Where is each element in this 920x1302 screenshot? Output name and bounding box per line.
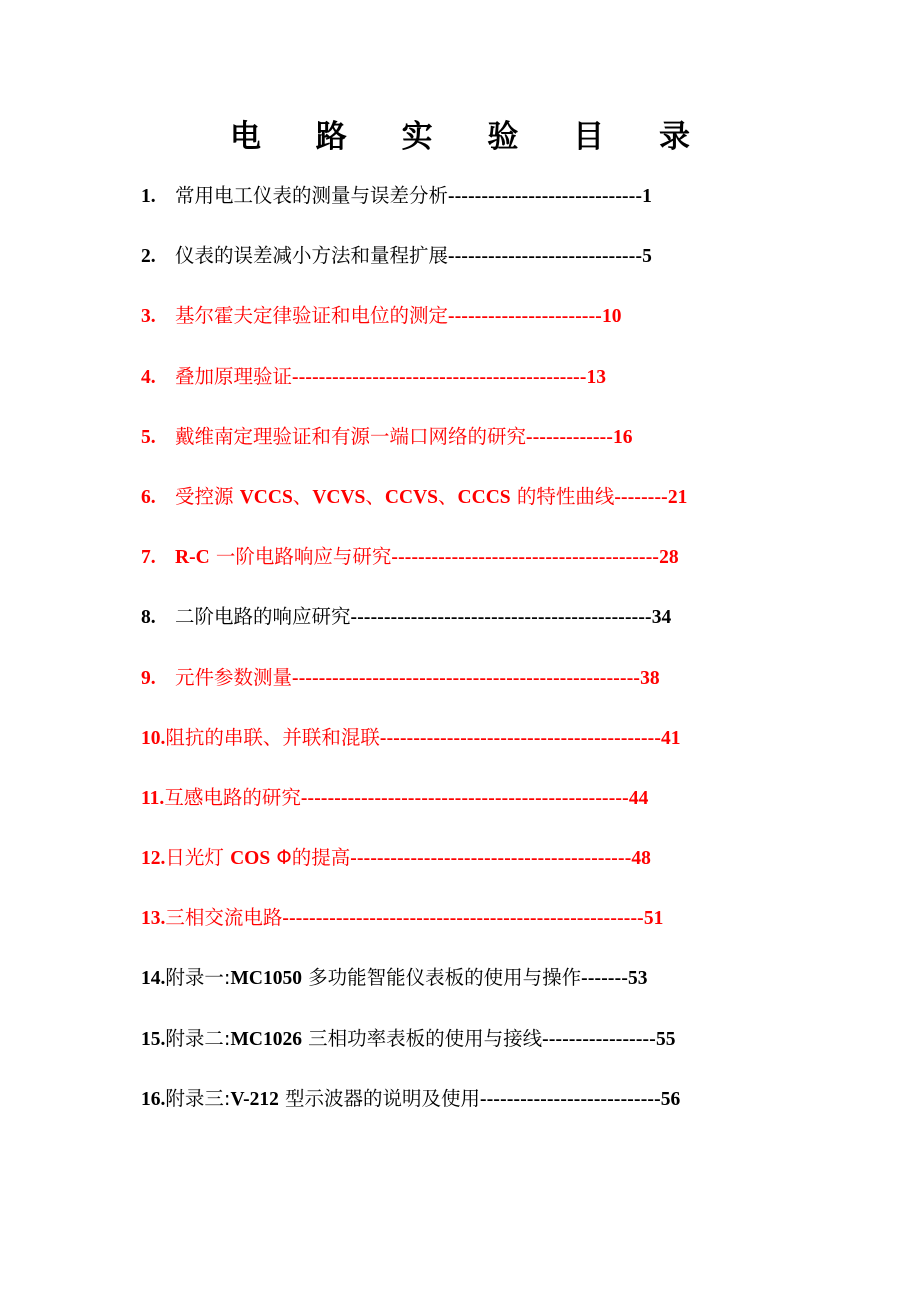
- toc-entry[interactable]: [141, 1083, 901, 1143]
- toc-entry-page-number: 48: [631, 848, 651, 870]
- toc-entry-page-number: 44: [628, 787, 649, 809]
- toc-entry[interactable]: [141, 1023, 901, 1083]
- toc-entry-leader: --------------------------------------------: [292, 366, 587, 388]
- toc-entry-page-number: 16: [613, 426, 633, 448]
- toc-entry-title: 叠加原理验证: [175, 364, 293, 388]
- toc-entry-number: 7.: [141, 547, 156, 569]
- table-of-contents: [141, 180, 901, 1143]
- toc-entry[interactable]: [141, 722, 901, 782]
- toc-entry-leader: ------------------------------------------: [379, 727, 662, 749]
- toc-entry-page-number: 13: [586, 366, 607, 388]
- page-title: 电 路 实 验 目 录: [230, 119, 712, 155]
- toc-entry-title: 仪表的误差减小方法和量程扩展: [175, 244, 449, 268]
- toc-entry-page-number: 28: [659, 547, 679, 569]
- toc-entry[interactable]: [141, 601, 901, 661]
- toc-entry-page-number: 34: [651, 607, 672, 629]
- toc-entry-title: 阻抗的串联、并联和混联: [165, 725, 380, 749]
- toc-entry[interactable]: [141, 962, 901, 1022]
- toc-entry-title: 日光灯 COS Φ的提高: [165, 846, 351, 870]
- toc-entry-leader: -------------------------------------------------: [300, 787, 629, 809]
- toc-entry-page-number: 56: [660, 1088, 681, 1110]
- toc-entry-page-number: 55: [655, 1028, 676, 1050]
- toc-entry[interactable]: [141, 240, 901, 300]
- toc-entry[interactable]: [141, 361, 901, 421]
- toc-entry[interactable]: [141, 541, 901, 601]
- toc-entry-title: R-C 一阶电路响应与研究: [175, 545, 392, 569]
- toc-entry[interactable]: [141, 842, 901, 902]
- toc-entry-number: 12.: [141, 848, 166, 870]
- toc-entry-page-number: 5: [642, 246, 652, 268]
- toc-entry-number: 4.: [141, 366, 156, 388]
- toc-entry-number: 10.: [141, 727, 166, 749]
- toc-entry-number: 8.: [141, 607, 156, 629]
- toc-entry-page-number: 53: [628, 968, 648, 990]
- toc-entry-title: 附录一:MC1050 多功能智能仪表板的使用与操作: [165, 966, 582, 990]
- toc-entry-leader: -------------: [526, 426, 614, 448]
- toc-entry[interactable]: [141, 782, 901, 842]
- toc-entry-number: 3.: [141, 306, 156, 328]
- toc-entry-title: 受控源 VCCS、VCVS、CCVS、CCCS 的特性曲线: [175, 484, 615, 508]
- toc-entry[interactable]: [141, 481, 901, 541]
- toc-entry-leader: ----------------------------------------: [391, 547, 660, 569]
- toc-entry-title: 附录二:MC1026 三相功率表板的使用与接线: [165, 1026, 543, 1050]
- toc-entry[interactable]: [141, 902, 901, 962]
- toc-entry-title: 互感电路的研究: [164, 785, 301, 809]
- toc-entry-title: 基尔霍夫定律验证和电位的测定: [175, 304, 449, 328]
- toc-entry-number: 13.: [141, 908, 166, 930]
- toc-entry-title: 附录三:V-212 型示波器的说明及使用: [165, 1086, 481, 1110]
- toc-entry-leader: ---------------------------: [480, 1088, 661, 1110]
- toc-entry-page-number: 10: [601, 306, 622, 328]
- toc-entry-leader: ------------------------------------------: [350, 848, 632, 870]
- toc-entry[interactable]: [141, 180, 901, 240]
- toc-entry[interactable]: [141, 300, 901, 360]
- toc-entry-number: 14.: [141, 968, 166, 990]
- toc-entry-leader: -----------------------------: [448, 186, 643, 207]
- toc-entry-page-number: 1: [642, 186, 652, 207]
- toc-entry-leader: ----------------------------------------------------: [292, 667, 641, 689]
- toc-entry-page-number: 38: [640, 667, 660, 689]
- toc-entry-leader: -------: [581, 968, 629, 990]
- toc-entry-title: 常用电工仪表的测量与误差分析: [175, 184, 449, 207]
- toc-entry[interactable]: [141, 662, 901, 722]
- toc-entry-leader: --------: [614, 486, 668, 508]
- toc-entry-number: 2.: [141, 246, 156, 268]
- toc-entry[interactable]: [141, 421, 901, 481]
- toc-entry-number: 11.: [141, 787, 165, 809]
- toc-entry-title: 三相交流电路: [165, 906, 283, 930]
- toc-entry-number: 15.: [141, 1028, 166, 1050]
- toc-entry-title: 二阶电路的响应研究: [175, 605, 351, 629]
- toc-entry-number: 1.: [141, 186, 156, 207]
- toc-entry-number: 6.: [141, 486, 156, 508]
- toc-entry-leader: ------------------------------------------------------: [282, 908, 644, 930]
- toc-entry-number: 16.: [141, 1088, 166, 1110]
- toc-entry-leader: ---------------------------------------------: [350, 607, 652, 629]
- toc-entry-leader: -----------------------------: [448, 246, 643, 268]
- toc-entry-page-number: 51: [643, 908, 664, 930]
- toc-entry-title: 戴维南定理验证和有源一端口网络的研究: [175, 424, 527, 448]
- toc-entry-number: 5.: [141, 426, 156, 448]
- toc-entry-page-number: 21: [667, 486, 688, 508]
- toc-entry-leader: -----------------: [542, 1028, 656, 1050]
- toc-entry-title: 元件参数测量: [175, 665, 293, 689]
- toc-entry-leader: -----------------------: [448, 306, 602, 328]
- toc-entry-number: 9.: [141, 667, 156, 689]
- toc-entry-page-number: 41: [661, 727, 681, 749]
